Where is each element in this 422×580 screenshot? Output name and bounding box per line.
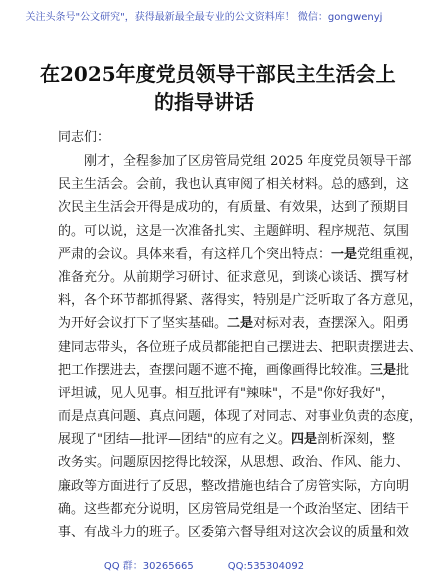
body-line: 事、有战斗力的班子。区委第六督导组对这次会议的质量和效 <box>58 525 410 540</box>
body-line: 建同志带头，各位班子成员都能把自己摆进去、把职责摆进去、 <box>58 339 422 355</box>
body-line: 而是点真问题、真点问题，体现了对同志、对事业负责的态度， <box>58 409 422 425</box>
header-banner: 关注头条号"公文研究"，获得最新最全最专业的公文资料库！ 微信：gongwenyj <box>25 12 383 23</box>
body-line: 为开好会议打下了坚实基础。二是对标对表，查摆深入。阳勇 <box>58 316 410 332</box>
body-line: 改务实。问题原因挖得比较深，从思想、政治、作风、能力、 <box>58 455 410 471</box>
body-text <box>58 150 422 544</box>
body-line: 料，各个环节都抓得紧、落得实，特别是广泛听取了各方意见， <box>58 293 422 309</box>
salutation: 同志们： <box>58 130 111 145</box>
body-line: 把工作摆进去，查摆问题不遮不掩，画像画得比较准。三是批 <box>58 362 410 378</box>
body-line: 严肃的会议。具体来看，有这样几个突出特点：一是党组重视， <box>58 246 422 262</box>
qq-group-text: QQ 群：30265665 <box>103 561 194 572</box>
point-marker-1: 一是 <box>331 246 358 262</box>
point-marker-3: 三是 <box>370 362 397 378</box>
body-line: 次民主生活会开得是成功的，有质量、有效果，达到了预期目 <box>58 200 410 216</box>
title-line-2: 的指导讲话 <box>154 90 254 114</box>
body-line: 展现了"团结—批评—团结"的应有之义。四是剖析深刻，整 <box>58 432 395 448</box>
point-marker-2: 二是 <box>227 316 254 332</box>
body-line: 刚才，全程参加了区房管局党组 2025 年度党员领导干部 <box>84 154 412 169</box>
title-line-1: 在2025年度党员领导干部民主生活会上 <box>40 62 396 86</box>
body-line: 准备充分。从前期学习研讨、征求意见，到谈心谈话、撰写材 <box>58 269 410 285</box>
body-line: 评坦诚，见人见事。相互批评有"辣味"，不是"你好我好"， <box>58 385 394 401</box>
body-line: 民主生活会。会前，我也认真审阅了相关材料。总的感到，这 <box>58 177 410 193</box>
body-line: 廉政等方面进行了反思，整改措施也结合了房管实际，方向明 <box>58 478 410 494</box>
qq-number-text: QQ:535304092 <box>227 561 305 572</box>
body-line: 的。可以说，这是一次准备扎实、主题鲜明、程序规范、氛围 <box>58 223 410 239</box>
footer-contact <box>0 557 408 572</box>
point-marker-4: 四是 <box>290 432 317 448</box>
document-title <box>40 60 396 116</box>
body-line: 确。这些都充分说明，区房管局党组是一个政治坚定、团结干 <box>58 501 410 517</box>
